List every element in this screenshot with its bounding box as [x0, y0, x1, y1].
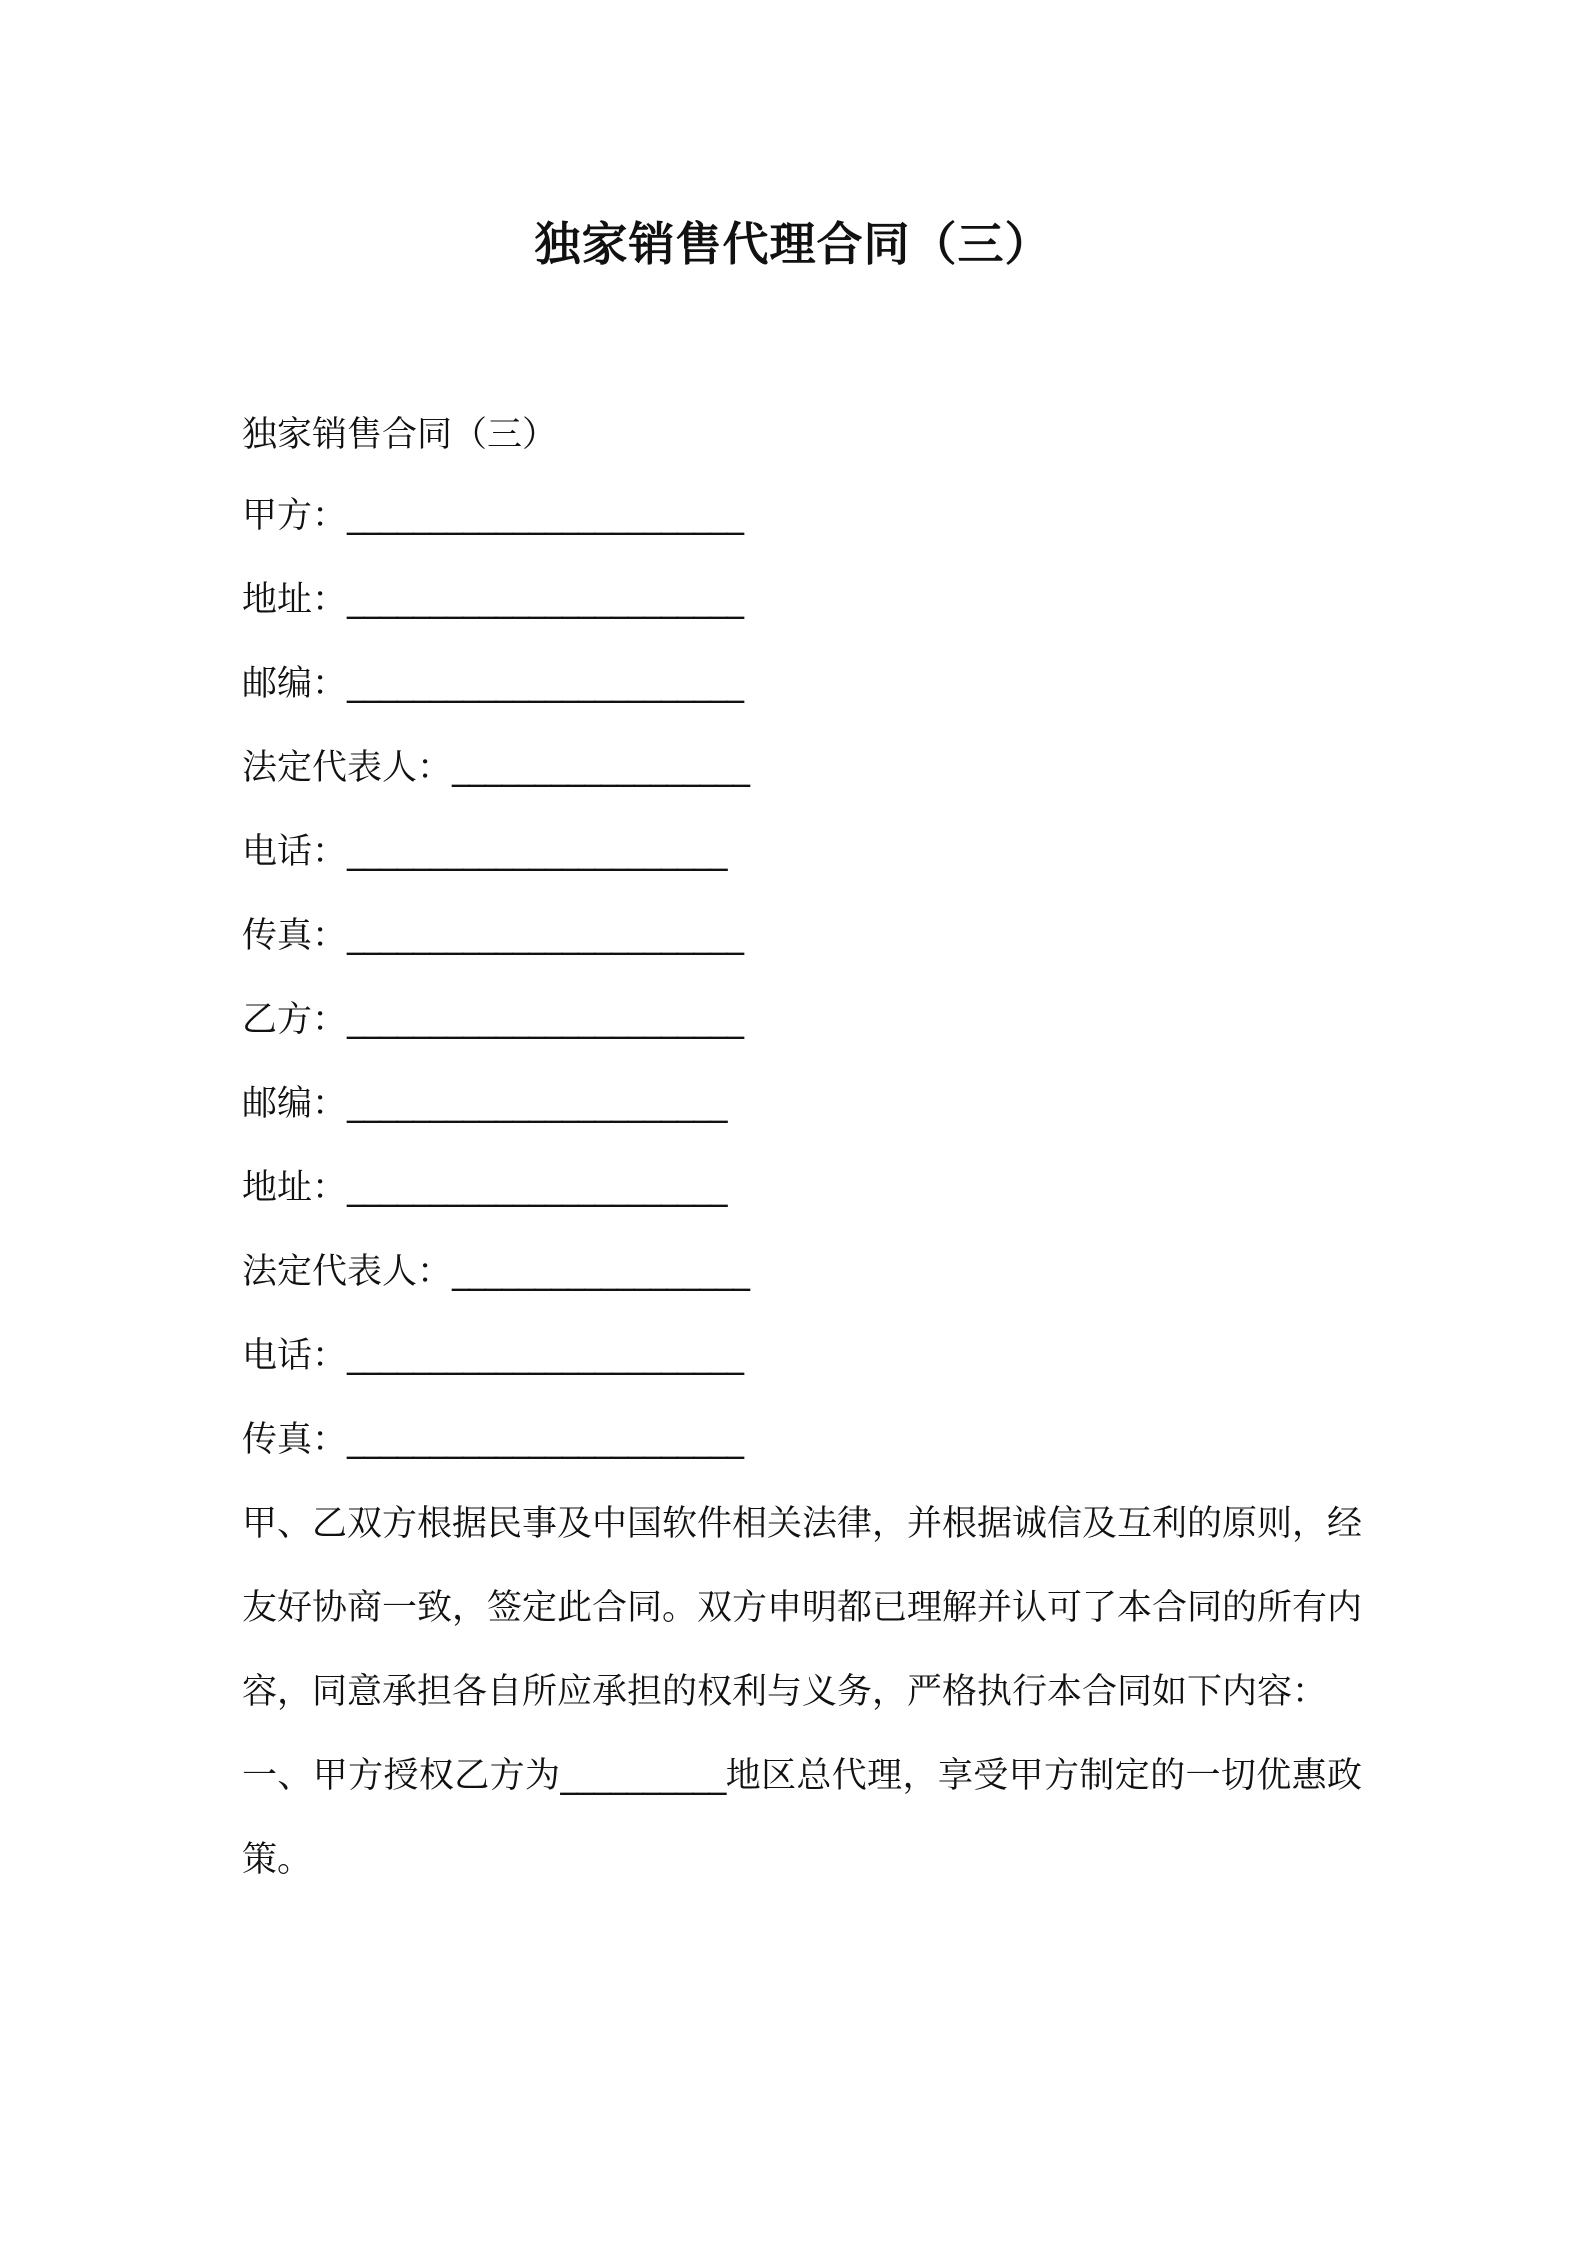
party-a-address-blank: ________________________	[347, 580, 744, 620]
party-a-legal-rep-blank: __________________	[452, 748, 750, 788]
party-b-legal-rep-blank: __________________	[452, 1252, 750, 1292]
clause-1-prefix: 一、甲方授权乙方为	[242, 1756, 561, 1796]
clause-1-paragraph	[242, 1734, 1362, 1902]
party-a-name-blank: ________________________	[347, 496, 744, 536]
party-b-name-row	[242, 978, 1362, 1062]
clause-1-region-blank: __________	[560, 1756, 726, 1796]
party-a-phone-row	[242, 810, 1362, 894]
party-b-phone-row	[242, 1314, 1362, 1398]
party-a-phone-label: 电话：	[242, 832, 348, 872]
party-a-name-label: 甲方：	[242, 496, 348, 536]
party-b-name-blank: ________________________	[347, 1000, 744, 1040]
party-b-address-row	[242, 1146, 1362, 1230]
party-b-phone-label: 电话：	[242, 1336, 348, 1376]
party-b-fax-label: 传真：	[242, 1420, 348, 1460]
party-a-phone-blank: _______________________	[347, 832, 727, 872]
clause-1-suffix: 地区总代理，享受甲方制定的一切优惠政策。	[242, 1756, 1362, 1880]
party-b-legal-rep-label: 法定代表人：	[242, 1252, 453, 1292]
document-title: 独家销售代理合同（三）	[534, 217, 1052, 271]
party-a-fax-blank: ________________________	[347, 916, 744, 956]
party-b-postcode-label: 邮编：	[242, 1084, 348, 1124]
document-subtitle: 独家销售合同（三）	[242, 415, 558, 455]
party-a-address-label: 地址：	[242, 580, 348, 620]
party-a-name-row	[242, 474, 1362, 558]
party-b-legal-rep-row	[242, 1230, 1362, 1314]
party-b-address-label: 地址：	[242, 1168, 348, 1208]
party-a-legal-rep-label: 法定代表人：	[242, 748, 453, 788]
party-a-postcode-label: 邮编：	[242, 664, 348, 704]
party-b-address-blank: _______________________	[347, 1168, 727, 1208]
party-b-postcode-row	[242, 1062, 1362, 1146]
party-a-fax-row	[242, 894, 1362, 978]
party-a-postcode-blank: ________________________	[347, 664, 744, 704]
document-body	[242, 408, 1362, 1902]
party-a-address-row	[242, 558, 1362, 642]
party-b-name-label: 乙方：	[242, 1000, 348, 1040]
party-b-fax-blank: ________________________	[347, 1420, 744, 1460]
party-a-postcode-row	[242, 642, 1362, 726]
party-a-fax-label: 传真：	[242, 916, 348, 956]
party-a-legal-rep-row	[242, 726, 1362, 810]
party-b-fax-row	[242, 1398, 1362, 1482]
party-b-postcode-blank: _______________________	[347, 1084, 727, 1124]
preamble-paragraph: 甲、乙双方根据民事及中国软件相关法律，并根据诚信及互利的原则，经友好协商一致，签定此合同。双方申明都已理解并认可了本合同的所有内容，同意承担各自所应承担的权利与义务，严格执行本合同如下内容：	[242, 1504, 1363, 1712]
party-b-phone-blank: ________________________	[347, 1336, 744, 1376]
